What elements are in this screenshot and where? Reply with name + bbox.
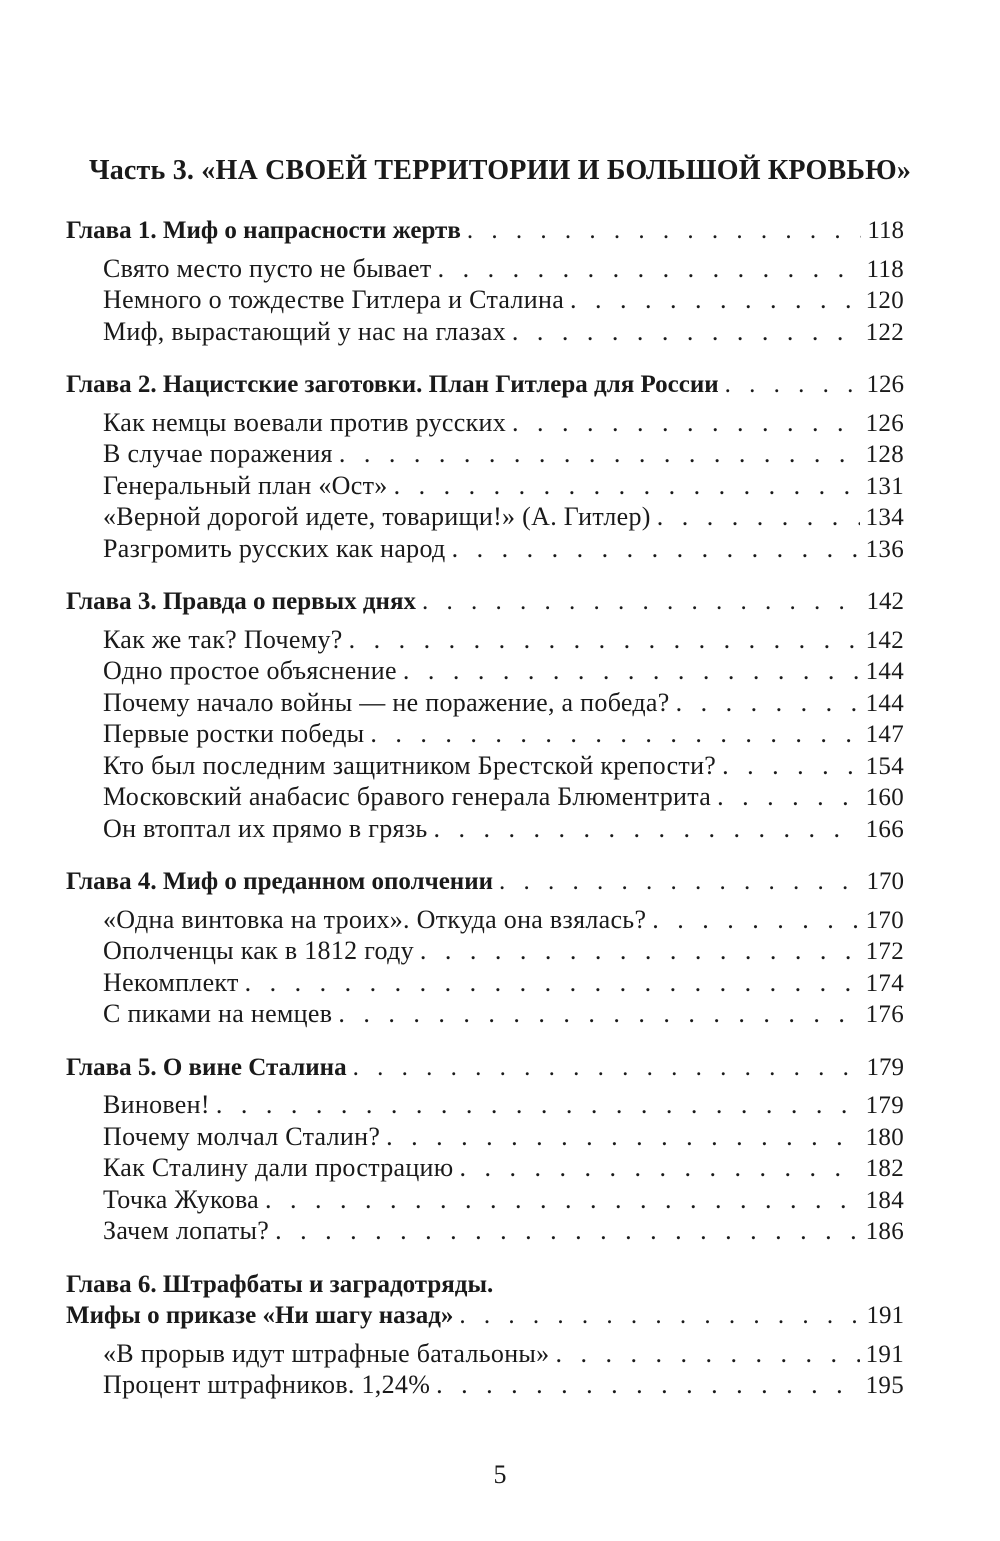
chapter-heading-page: 118 (867, 217, 904, 244)
section-entry (66, 998, 904, 1030)
section-entry (66, 1121, 904, 1153)
section-entry-page: 160 (865, 784, 904, 811)
section-entry-title: Процент штрафников. 1,24% (103, 1370, 431, 1399)
section-entry-page: 186 (865, 1218, 904, 1245)
section-entry-page: 182 (865, 1155, 904, 1182)
section-entry-page: 136 (865, 535, 904, 563)
section-entry (66, 1089, 904, 1121)
section-entry-page: 195 (865, 1372, 904, 1399)
dot-leader (339, 438, 860, 470)
section-entry-page: 172 (865, 938, 904, 965)
section-entry-title: Некомплект (103, 967, 239, 997)
section-entry (66, 284, 904, 316)
section-entry-page: 144 (865, 689, 904, 717)
dot-leader (499, 866, 860, 898)
chapter-block (66, 866, 904, 1030)
dot-leader (570, 284, 860, 316)
chapter-heading-page: 170 (866, 868, 904, 895)
section-entry-page: 144 (865, 658, 904, 685)
section-entry-page: 180 (865, 1123, 904, 1151)
section-entry (66, 1152, 904, 1184)
section-entry-title: Как Сталину дали прострацию (103, 1153, 454, 1182)
dot-leader (386, 1121, 859, 1153)
dot-leader (216, 1089, 860, 1121)
section-entry (66, 438, 904, 470)
part-title: Часть 3. «НА СВОЕЙ ТЕРРИТОРИИ И БОЛЬШОЙ КРОВЬЮ» (88, 155, 912, 186)
section-entry (66, 1184, 904, 1216)
chapter-heading-line (66, 1269, 904, 1301)
dot-leader (512, 316, 860, 348)
chapter-heading (66, 586, 904, 618)
section-entry (66, 813, 904, 845)
dot-leader (452, 533, 860, 565)
section-entry (66, 687, 904, 719)
section-entry (66, 781, 904, 813)
dot-leader (403, 655, 860, 687)
section-entry-page: 179 (865, 1092, 904, 1119)
chapter-heading-page: 126 (866, 371, 904, 398)
chapter-block (66, 1269, 904, 1401)
section-entry-title: «Одна винтовка на троих». Откуда она взялась? (103, 904, 647, 934)
section-entry-title: Первые ростки победы (103, 719, 365, 748)
dot-leader (438, 253, 861, 285)
chapter-heading (66, 215, 904, 247)
chapter-block (66, 369, 904, 564)
section-entry-title: Свято место пусто не бывает (103, 253, 432, 283)
chapter-heading-line-title: Глава 6. Штрафбаты и заградотряды. (66, 1270, 494, 1298)
dot-leader (370, 718, 859, 750)
chapter-block (66, 586, 904, 844)
section-entry-title: Зачем лопаты? (103, 1216, 270, 1245)
dot-leader (512, 407, 860, 439)
section-entry-title: Кто был последним защитником Брестской крепости? (103, 750, 717, 780)
dot-leader (459, 1300, 860, 1332)
dot-leader (467, 215, 862, 247)
chapter-heading (66, 369, 904, 401)
dot-leader (459, 1152, 859, 1184)
dot-leader (422, 586, 861, 618)
chapter-heading (66, 866, 904, 898)
page-number: 5 (493, 1460, 507, 1489)
section-entry (66, 501, 904, 533)
section-entry (66, 470, 904, 502)
chapter-heading (66, 1052, 904, 1084)
chapter-heading-title: Глава 3. Правда о первых днях (66, 588, 416, 615)
dot-leader (676, 687, 860, 719)
section-entry (66, 253, 904, 285)
chapter-heading-page: 179 (866, 1053, 904, 1081)
section-entry (66, 718, 904, 750)
dot-leader (338, 998, 859, 1030)
section-entry-page: 174 (865, 969, 904, 997)
dot-leader (434, 813, 860, 845)
section-entry-title: Как же так? Почему? (103, 624, 343, 654)
section-entry (66, 935, 904, 967)
dot-leader (555, 1338, 859, 1370)
section-entry-page: 191 (865, 1340, 904, 1368)
chapter-block (66, 1052, 904, 1247)
section-entry (66, 1369, 904, 1401)
section-entry-title: «Верной дорогой идете, товарищи!» (А. Гитлер) (103, 502, 651, 531)
section-entry-page: 120 (865, 287, 904, 314)
section-entry-title: Точка Жукова (103, 1184, 260, 1214)
section-entry (66, 533, 904, 565)
chapter-heading-title: Мифы о приказе «Ни шагу назад» (66, 1302, 454, 1329)
section-entry-title: Как немцы воевали против русских (103, 407, 507, 437)
section-entry-title: Виновен! (103, 1090, 210, 1119)
dot-leader (725, 369, 861, 401)
section-entry-title: Ополченцы как в 1812 году (103, 936, 414, 965)
chapter-heading (66, 1300, 904, 1332)
section-entry-title: Почему молчал Сталин? (103, 1121, 381, 1151)
section-entry-title: В случае поражения (103, 439, 333, 468)
dot-leader (722, 750, 859, 782)
dot-leader (275, 1215, 859, 1247)
section-entry (66, 655, 904, 687)
chapter-heading-title: Глава 2. Нацистские заготовки. План Гитлера для России (66, 371, 719, 398)
dot-leader (265, 1184, 860, 1216)
section-entry-title: Московский анабасис бравого генерала Блюментрита (103, 782, 712, 811)
chapter-heading-title: Глава 1. Миф о напрасности жертв (66, 217, 461, 244)
dot-leader (245, 967, 860, 999)
section-entry-title: Почему начало войны — не поражение, а победа? (103, 687, 670, 717)
dot-leader (353, 1052, 861, 1084)
section-entry-page: 166 (865, 815, 904, 843)
section-entry-page: 122 (865, 318, 904, 346)
section-entry-page: 147 (865, 721, 904, 748)
dot-leader (394, 470, 860, 502)
section-entry-title: Одно простое объяснение (103, 656, 397, 685)
dot-leader (349, 624, 860, 656)
table-of-contents (66, 215, 904, 1423)
section-entry-title: Миф, вырастающий у нас на глазах (103, 316, 506, 346)
section-entry (66, 624, 904, 656)
section-entry-page: 142 (865, 626, 904, 654)
section-entry-page: 118 (866, 255, 904, 283)
section-entry-page: 126 (865, 409, 904, 437)
chapter-heading-page: 142 (866, 588, 904, 615)
section-entry (66, 1338, 904, 1370)
section-entry (66, 750, 904, 782)
chapter-heading-page: 191 (866, 1302, 904, 1329)
dot-leader (436, 1369, 859, 1401)
section-entry-title: Разгромить русских как народ (103, 533, 446, 563)
section-entry-page: 170 (865, 906, 904, 934)
dot-leader (420, 935, 860, 967)
chapter-heading-title: Глава 4. Миф о преданном ополчении (66, 868, 494, 895)
section-entry-page: 184 (865, 1186, 904, 1214)
section-entry (66, 407, 904, 439)
section-entry-title: Немного о тождестве Гитлера и Сталина (103, 285, 565, 314)
section-entry-title: Он втоптал их прямо в грязь (103, 813, 428, 843)
section-entry-page: 131 (865, 472, 904, 500)
section-entry-title: С пиками на немцев (103, 999, 333, 1028)
section-entry-title: Генеральный план «Ост» (103, 470, 388, 500)
dot-leader (652, 904, 859, 936)
section-entry-title: «В прорыв идут штрафные батальоны» (103, 1338, 550, 1368)
section-entry-page: 134 (865, 504, 904, 531)
dot-leader (717, 781, 859, 813)
section-entry-page: 154 (865, 752, 904, 780)
section-entry (66, 967, 904, 999)
section-entry-page: 176 (865, 1001, 904, 1028)
chapter-heading-title: Глава 5. О вине Сталина (66, 1053, 347, 1081)
dot-leader (657, 501, 860, 533)
chapter-block (66, 215, 904, 347)
section-entry (66, 316, 904, 348)
section-entry-page: 128 (865, 441, 904, 468)
section-entry (66, 1215, 904, 1247)
section-entry (66, 904, 904, 936)
